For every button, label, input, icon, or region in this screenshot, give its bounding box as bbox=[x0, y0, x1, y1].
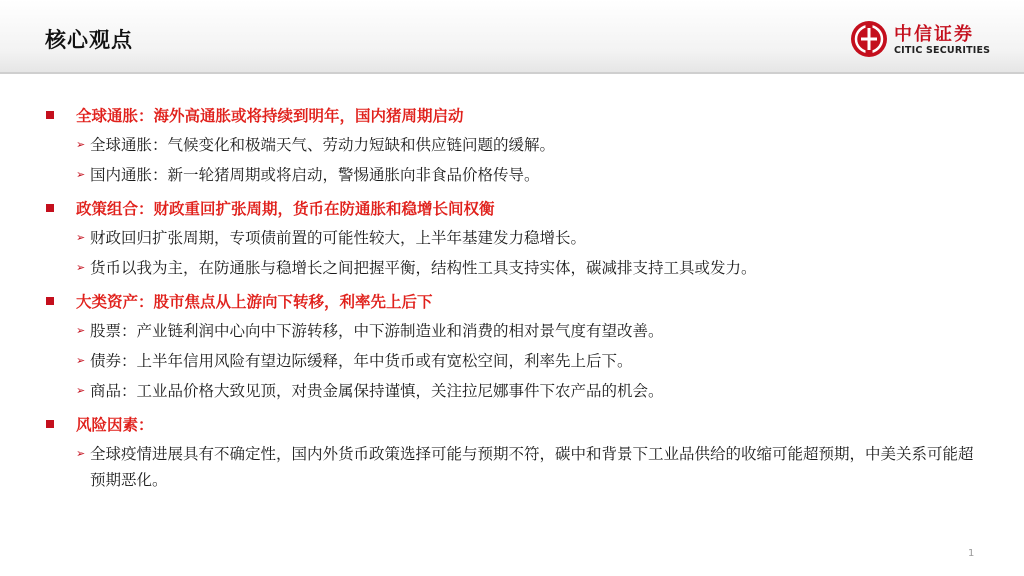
list-item-text: 股票：产业链利润中心向中下游转移，中下游制造业和消费的相对景气度有望改善。 bbox=[90, 322, 664, 340]
list-item-text: 货币以我为主，在防通胀与稳增长之间把握平衡，结构性工具支持实体，碳减排支持工具或发力。 bbox=[90, 259, 757, 277]
section-heading bbox=[46, 195, 986, 221]
list-item bbox=[76, 318, 986, 344]
list-item bbox=[76, 348, 986, 374]
slide-header bbox=[0, 0, 1024, 78]
section-title: 政策组合：财政重回扩张周期，货币在防通胀和稳增长间权衡 bbox=[76, 200, 495, 218]
section-heading bbox=[46, 102, 986, 128]
bullet-square-icon bbox=[46, 297, 54, 305]
citic-logo bbox=[850, 20, 1000, 60]
arrow-bullet-icon: ➢ bbox=[76, 168, 86, 181]
arrow-bullet-icon: ➢ bbox=[76, 384, 86, 397]
bullet-square-icon bbox=[46, 111, 54, 119]
section-heading bbox=[46, 411, 986, 437]
slide-content bbox=[46, 102, 986, 500]
bullet-square-icon bbox=[46, 204, 54, 212]
arrow-bullet-icon: ➢ bbox=[76, 138, 86, 151]
section-risk-factors bbox=[46, 411, 986, 493]
list-item-text: 商品：工业品价格大致见顶，对贵金属保持谨慎，关注拉尼娜事件下农产品的机会。 bbox=[90, 382, 664, 400]
list-item-text: 财政回归扩张周期，专项债前置的可能性较大，上半年基建发力稳增长。 bbox=[90, 229, 587, 247]
logo-text-en: CITIC SECURITIES bbox=[894, 45, 991, 56]
arrow-bullet-icon: ➢ bbox=[76, 261, 86, 274]
logo-text-cn: 中信证券 bbox=[894, 24, 974, 45]
page-title: 核心观点 bbox=[45, 28, 133, 52]
arrow-bullet-icon: ➢ bbox=[76, 447, 86, 460]
header-divider bbox=[0, 72, 1024, 74]
list-item bbox=[76, 255, 986, 281]
list-item-text: 债券：上半年信用风险有望边际缓释，年中货币或有宽松空间，利率先上后下。 bbox=[90, 352, 633, 370]
list-item-text: 全球通胀：气候变化和极端天气、劳动力短缺和供应链问题的缓解。 bbox=[90, 136, 556, 154]
section-title: 大类资产：股市焦点从上游向下转移，利率先上后下 bbox=[76, 293, 433, 311]
section-title: 全球通胀：海外高通胀或将持续到明年，国内猪周期启动 bbox=[76, 107, 464, 125]
section-heading bbox=[46, 288, 986, 314]
list-item bbox=[76, 162, 986, 188]
section-global-inflation bbox=[46, 102, 986, 188]
citic-logo-icon bbox=[850, 20, 888, 58]
list-item bbox=[76, 441, 986, 493]
arrow-bullet-icon: ➢ bbox=[76, 354, 86, 367]
bullet-square-icon bbox=[46, 420, 54, 428]
list-item-text: 国内通胀：新一轮猪周期或将启动，警惕通胀向非食品价格传导。 bbox=[90, 166, 540, 184]
section-title: 风险因素： bbox=[76, 416, 154, 434]
arrow-bullet-icon: ➢ bbox=[76, 231, 86, 244]
list-item-text: 全球疫情进展具有不确定性，国内外货币政策选择可能与预期不符，碳中和背景下工业品供给的收缩可能超预期，中美关系可能超预期恶化。 bbox=[90, 445, 974, 489]
list-item bbox=[76, 132, 986, 158]
page-number: 1 bbox=[968, 548, 975, 559]
section-asset-allocation bbox=[46, 288, 986, 404]
list-item bbox=[76, 378, 986, 404]
arrow-bullet-icon: ➢ bbox=[76, 324, 86, 337]
section-policy-mix bbox=[46, 195, 986, 281]
list-item bbox=[76, 225, 986, 251]
